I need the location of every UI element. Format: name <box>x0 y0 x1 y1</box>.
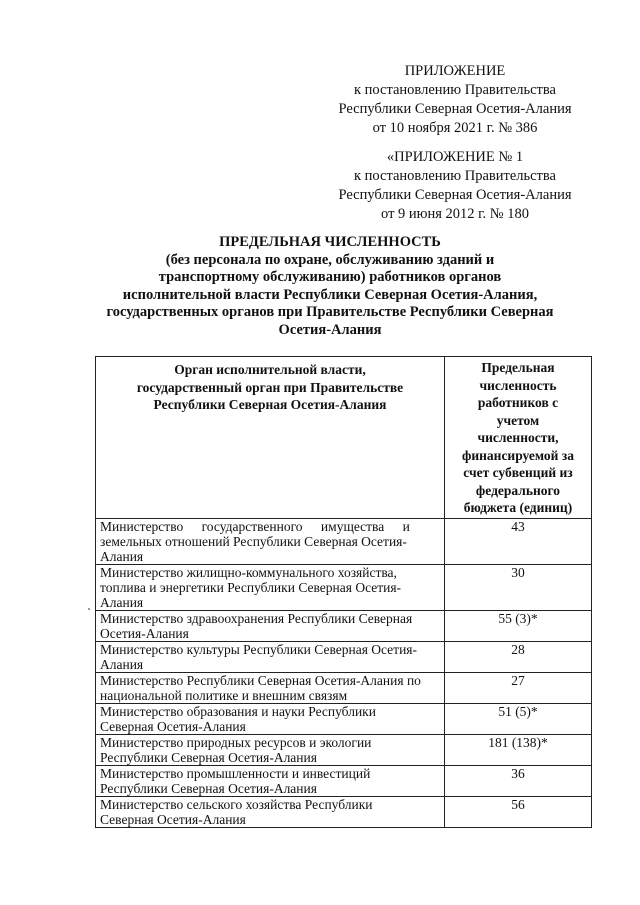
staff-limit-table <box>95 356 592 828</box>
title-line: (без персонала по охране, обслуживанию зданий и <box>165 251 495 268</box>
organ-name-cell: Министерство промышленности и инвестиций Республики Северная Осетия-Алания <box>96 765 445 796</box>
organ-name-cell: Министерство образования и науки Республики Северная Осетия-Алания <box>96 703 445 734</box>
table-header-row <box>96 357 592 519</box>
title-line: ПРЕДЕЛЬНАЯ ЧИСЛЕННОСТЬ <box>219 234 441 250</box>
appendix-line: Республики Северная Осетия-Алания <box>338 101 572 117</box>
table-row <box>96 796 592 827</box>
title-line: транспортному обслуживанию) работников органов <box>158 269 502 285</box>
table-row <box>96 703 592 734</box>
organ-name-cell: Министерство государственного имущества и земельных отношений Республики Северная Осетия- Алания <box>96 518 445 564</box>
scan-speck <box>88 608 90 610</box>
table-row <box>96 610 592 641</box>
document-title <box>90 234 570 339</box>
count-column-header: Предельная численность работников с учетом численности, финансируемой за счет субвенций из федерального бюджета (единиц) <box>445 357 592 519</box>
staff-count-cell: 36 <box>445 765 592 796</box>
appendix-line: ПРИЛОЖЕНИЕ <box>404 63 506 79</box>
organ-name-cell: Министерство жилищно-коммунального хозяйства, топлива и энергетики Республики Северная Осетия- Алания <box>96 564 445 610</box>
staff-count-cell: 27 <box>445 672 592 703</box>
table-row <box>96 564 592 610</box>
staff-count-cell: 181 (138)* <box>445 734 592 765</box>
quoted-appendix-header <box>330 148 580 224</box>
organ-name-cell: Министерство культуры Республики Северная Осетия- Алания <box>96 641 445 672</box>
organ-name-cell: Министерство Республики Северная Осетия-Алания по национальной политике и внешним связям <box>96 672 445 703</box>
title-line: Осетия-Алания <box>278 321 382 338</box>
table-row <box>96 641 592 672</box>
appendix-line: от 10 ноября 2021 г. № 386 <box>372 120 538 136</box>
organ-name-cell: Министерство здравоохранения Республики Северная Осетия-Алания <box>96 610 445 641</box>
appendix-header <box>330 62 580 138</box>
staff-count-cell: 43 <box>445 518 592 564</box>
title-line: государственных органов при Правительстве Республики Северная <box>106 304 554 320</box>
organ-column-header: Орган исполнительной власти, государственный орган при Правительстве Республики Северная Осетия-Алания <box>96 357 445 519</box>
organ-name-cell: Министерство природных ресурсов и экологии Республики Северная Осетия-Алания <box>96 734 445 765</box>
staff-count-cell: 51 (5)* <box>445 703 592 734</box>
table-row <box>96 734 592 765</box>
title-line: исполнительной власти Республики Северная Осетия-Алания, <box>122 286 538 303</box>
staff-count-cell: 30 <box>445 564 592 610</box>
appendix-line: к постановлению Правительства <box>354 82 556 98</box>
staff-count-cell: 55 (3)* <box>445 610 592 641</box>
quoted-appendix-line: от 9 июня 2012 г. № 180 <box>381 206 529 222</box>
organ-name-cell: Министерство сельского хозяйства Республики Северная Осетия-Алания <box>96 796 445 827</box>
quoted-appendix-line: Республики Северная Осетия-Алания <box>338 187 572 203</box>
quoted-appendix-line: «ПРИЛОЖЕНИЕ № 1 <box>386 149 524 165</box>
table-row <box>96 672 592 703</box>
staff-count-cell: 56 <box>445 796 592 827</box>
staff-count-cell: 28 <box>445 641 592 672</box>
table-row <box>96 518 592 564</box>
table-row <box>96 765 592 796</box>
quoted-appendix-line: к постановлению Правительства <box>354 168 556 184</box>
